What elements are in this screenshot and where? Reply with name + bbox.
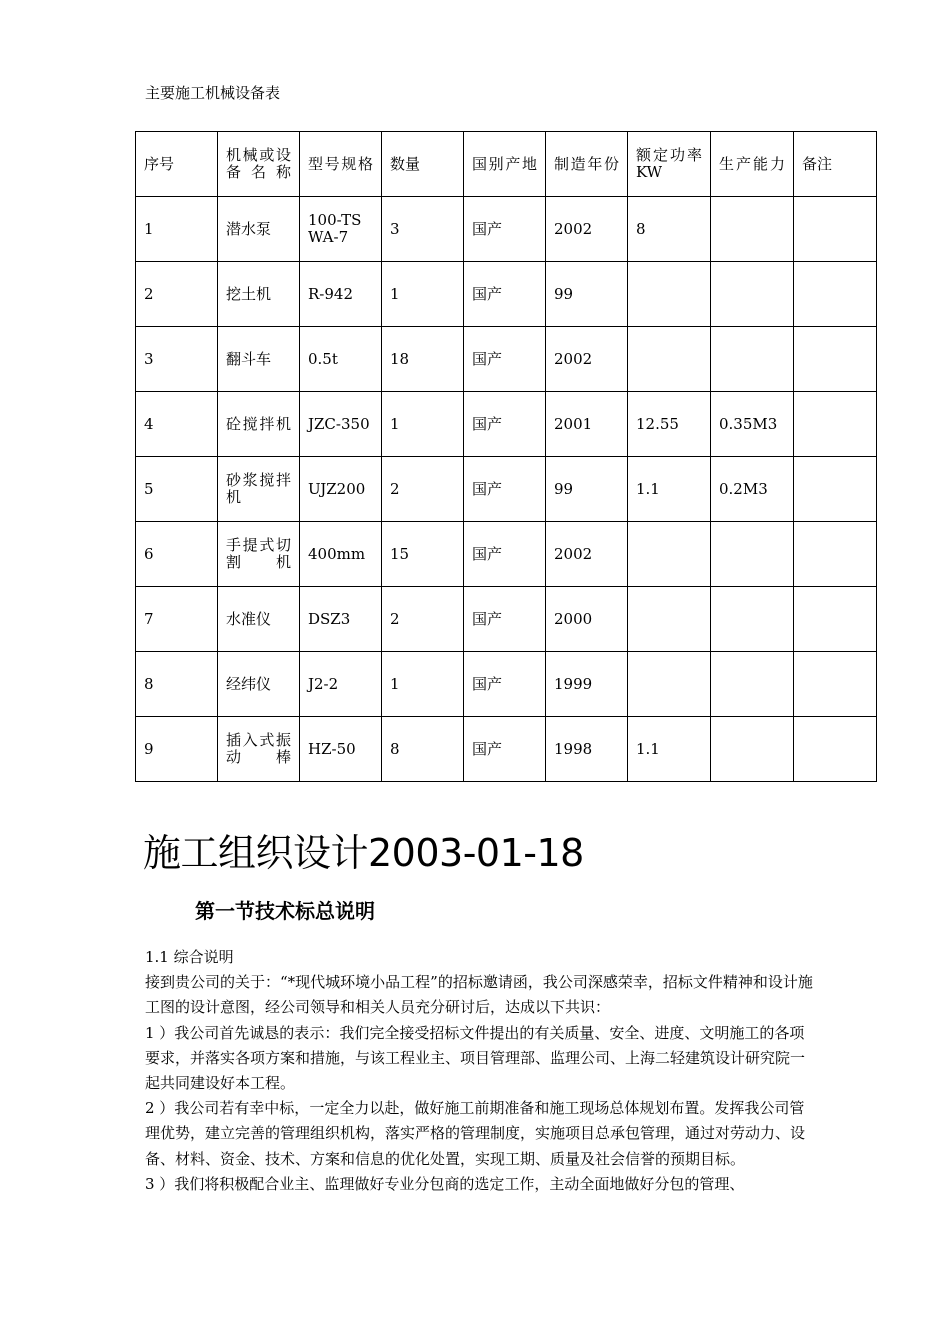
table-cell xyxy=(794,392,877,457)
table-cell: 8 xyxy=(628,197,711,262)
table-cell: 6 xyxy=(136,522,218,587)
table-cell: 2000 xyxy=(546,587,628,652)
table-cell: 2001 xyxy=(546,392,628,457)
table-cell: 1 xyxy=(382,262,464,327)
table-cell: 1 xyxy=(382,392,464,457)
table-row xyxy=(136,522,877,587)
header-cell: 型号规格 xyxy=(300,132,382,197)
table-cell: 2 xyxy=(382,457,464,522)
document-title: 施工组织设计2003-01-18 xyxy=(143,831,584,875)
table-cell: 国产 xyxy=(464,197,546,262)
table-cell: 2 xyxy=(382,587,464,652)
table-cell: DSZ3 xyxy=(300,587,382,652)
paragraph: 3 ）我们将积极配合业主、监理做好专业分包商的选定工作，主动全面地做好分包的管理、 xyxy=(145,1174,745,1193)
table-row xyxy=(136,717,877,782)
table-cell: 2002 xyxy=(546,197,628,262)
equipment-table xyxy=(135,131,877,782)
table-header-row xyxy=(136,132,877,197)
table-cell: 99 xyxy=(546,262,628,327)
header-cell: 序号 xyxy=(136,132,218,197)
table-cell: 手提式切割机 xyxy=(218,522,300,587)
table-row xyxy=(136,262,877,327)
table-cell xyxy=(628,652,711,717)
table-cell: 国产 xyxy=(464,392,546,457)
table-row xyxy=(136,587,877,652)
paragraph: 接到贵公司的关于：“*现代城环境小品工程”的招标邀请函，我公司深感荣幸，招标文件精神和设计施工图的设计意图，经公司领导和相关人员充分研讨后，达成以下共识： xyxy=(145,973,813,1017)
table-cell: 翻斗车 xyxy=(218,327,300,392)
header-cell: 数量 xyxy=(382,132,464,197)
table-cell: 潜水泵 xyxy=(218,197,300,262)
table-cell: 国产 xyxy=(464,587,546,652)
table-cell: 国产 xyxy=(464,522,546,587)
paragraph: 2 ）我公司若有幸中标，一定全力以赴，做好施工前期准备和施工现场总体规划布置。发挥我公司管理优势，建立完善的管理组织机构，落实严格的管理制度，实施项目总承包管理，通过对劳动力、设备、材料、资金、技术、方案和信息的优化处置，实现工期、质量及社会信誉的预期目标。 xyxy=(145,1099,806,1168)
table-cell xyxy=(794,717,877,782)
table-cell: 经纬仪 xyxy=(218,652,300,717)
table-cell: 3 xyxy=(382,197,464,262)
table-cell xyxy=(711,717,794,782)
table-cell xyxy=(711,587,794,652)
table-cell: 7 xyxy=(136,587,218,652)
table-cell: 砼搅拌机 xyxy=(218,392,300,457)
table-cell: 国产 xyxy=(464,652,546,717)
table-cell: 挖土机 xyxy=(218,262,300,327)
table-cell xyxy=(794,327,877,392)
table-cell: HZ-50 xyxy=(300,717,382,782)
table-row xyxy=(136,457,877,522)
table-cell xyxy=(794,457,877,522)
table-cell: 1.1 xyxy=(628,717,711,782)
body-text xyxy=(145,945,817,1197)
table-cell: 国产 xyxy=(464,327,546,392)
table-cell xyxy=(628,327,711,392)
table-cell: 8 xyxy=(382,717,464,782)
table-cell xyxy=(628,522,711,587)
table-cell: 水准仪 xyxy=(218,587,300,652)
table-cell: 12.55 xyxy=(628,392,711,457)
table-cell: UJZ200 xyxy=(300,457,382,522)
table-cell xyxy=(628,587,711,652)
paragraph: 1.1 综合说明 xyxy=(145,948,234,966)
table-cell: 1998 xyxy=(546,717,628,782)
table-cell xyxy=(794,652,877,717)
table-cell: 1 xyxy=(136,197,218,262)
table-cell: 3 xyxy=(136,327,218,392)
table-cell xyxy=(628,262,711,327)
table-cell: 0.5t xyxy=(300,327,382,392)
table-cell: 18 xyxy=(382,327,464,392)
table-cell xyxy=(711,327,794,392)
table-cell: 2002 xyxy=(546,327,628,392)
table-cell: 0.2M3 xyxy=(711,457,794,522)
table-cell: 砂浆搅拌机 xyxy=(218,457,300,522)
table-cell: 4 xyxy=(136,392,218,457)
table-cell xyxy=(794,262,877,327)
table-cell: 100-TSWA-7 xyxy=(300,197,382,262)
table-cell xyxy=(794,522,877,587)
table-cell xyxy=(711,197,794,262)
table-cell xyxy=(711,652,794,717)
table-cell: 2 xyxy=(136,262,218,327)
table-cell xyxy=(794,197,877,262)
table-cell xyxy=(711,522,794,587)
table-row xyxy=(136,327,877,392)
table-cell xyxy=(794,587,877,652)
header-cell: 备注 xyxy=(794,132,877,197)
table-cell: 0.35M3 xyxy=(711,392,794,457)
section-title: 第一节技术标总说明 xyxy=(195,899,375,923)
table-cell: 1.1 xyxy=(628,457,711,522)
header-cell: 制造年份 xyxy=(546,132,628,197)
table-cell: 400mm xyxy=(300,522,382,587)
header-cell: 机械或设备名称 xyxy=(218,132,300,197)
table-cell: 国产 xyxy=(464,457,546,522)
table-row xyxy=(136,652,877,717)
table-cell: R-942 xyxy=(300,262,382,327)
table-cell: 1999 xyxy=(546,652,628,717)
header-cell: 国别产地 xyxy=(464,132,546,197)
table-cell: 15 xyxy=(382,522,464,587)
header-cell: 额定功率KW xyxy=(628,132,711,197)
table-cell: 9 xyxy=(136,717,218,782)
table-row xyxy=(136,197,877,262)
table-cell xyxy=(711,262,794,327)
table-cell: 国产 xyxy=(464,717,546,782)
table-cell: 2002 xyxy=(546,522,628,587)
table-cell: 国产 xyxy=(464,262,546,327)
table-cell: 插入式振动棒 xyxy=(218,717,300,782)
table-cell: J2-2 xyxy=(300,652,382,717)
table-cell: 1 xyxy=(382,652,464,717)
paragraph: 1 ）我公司首先诚恳的表示：我们完全接受招标文件提出的有关质量、安全、进度、文明施工的各项要求，并落实各项方案和措施，与该工程业主、项目管理部、监理公司、上海二轻建筑设计研究院一起共同建设好本工程。 xyxy=(145,1023,806,1093)
table-cell: 8 xyxy=(136,652,218,717)
table-cell: 99 xyxy=(546,457,628,522)
table-caption: 主要施工机械设备表 xyxy=(145,84,281,102)
header-cell: 生产能力 xyxy=(711,132,794,197)
table-row xyxy=(136,392,877,457)
table-cell: JZC-350 xyxy=(300,392,382,457)
table-cell: 5 xyxy=(136,457,218,522)
